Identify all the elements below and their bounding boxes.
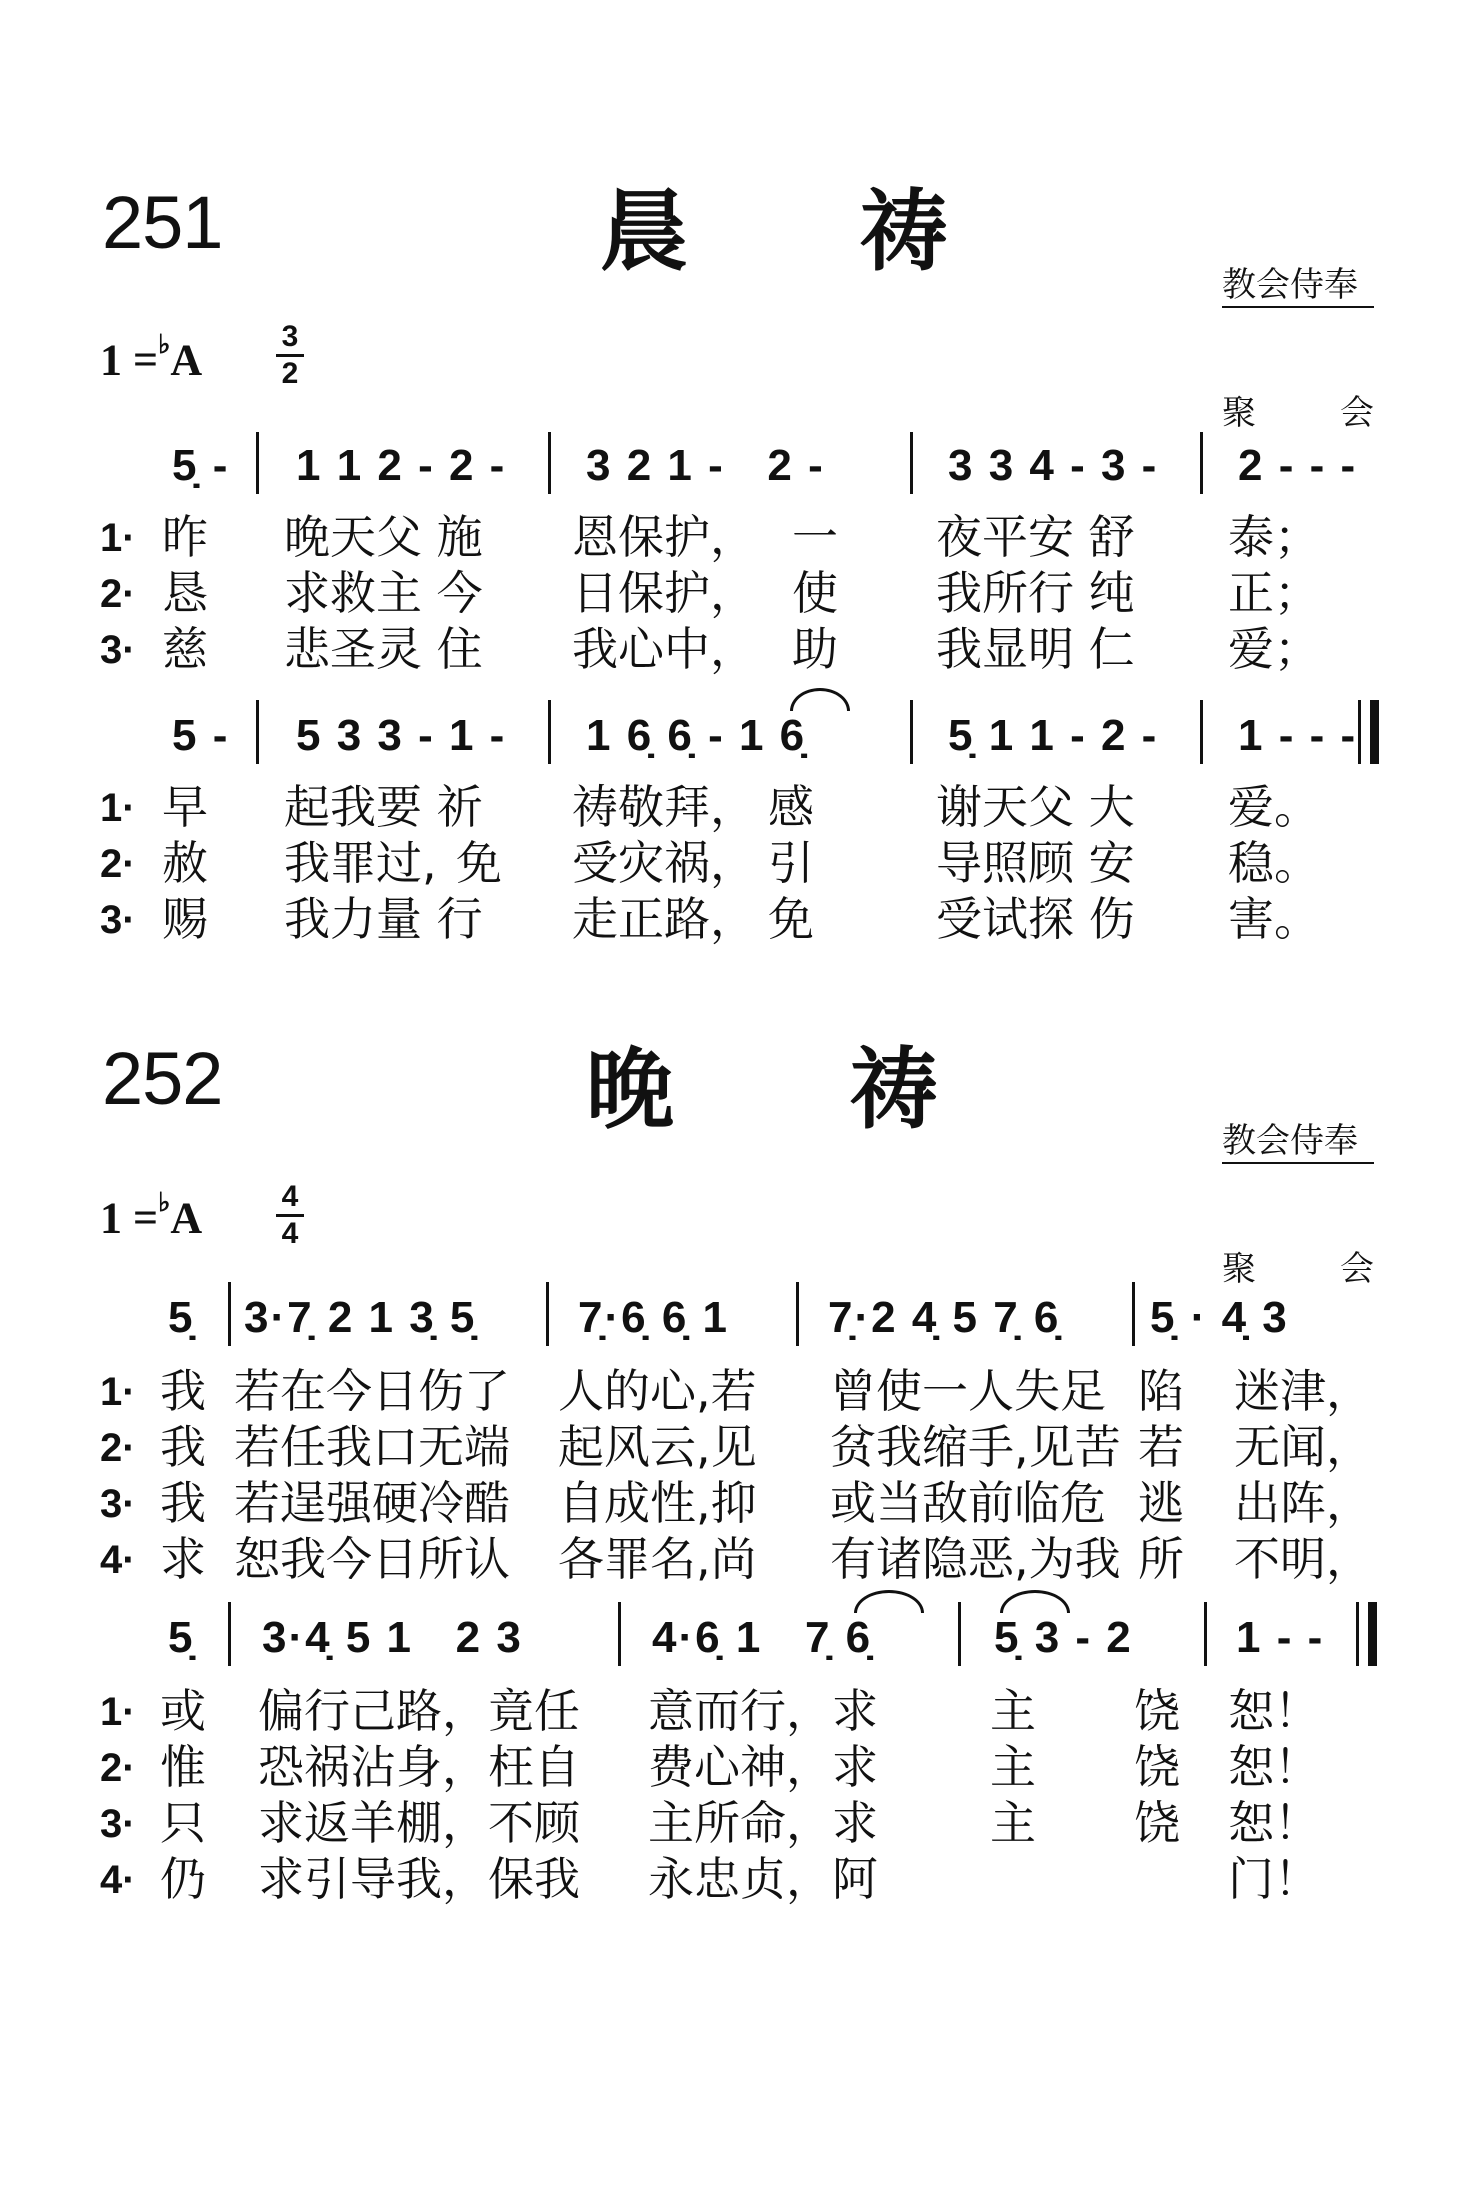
lyric: 饶 (1134, 1684, 1180, 1738)
time-signature: 3 2 (276, 322, 304, 389)
verse-number: 3· (100, 1482, 136, 1526)
lyric: 爱； (1228, 622, 1320, 676)
lyric: 谢天父 大 (936, 780, 1135, 834)
category-main: 教会侍奉 (1222, 1120, 1374, 1164)
lyric: 曾使一人失足 (830, 1364, 1106, 1418)
verse-number: 1· (100, 1370, 136, 1414)
barline (910, 432, 913, 494)
lyric: 使 (792, 566, 838, 620)
category-sub-2: 会 (1340, 1249, 1374, 1289)
pickup-notes: 5 - (172, 711, 230, 760)
final-barline-thin (1356, 1602, 1359, 1666)
lyric: 求 (160, 1532, 206, 1586)
lyric: 永忠贞，阿 (648, 1852, 878, 1906)
lyric: 恐祸沾身，枉自 (258, 1740, 580, 1794)
lyric: 走正路， (572, 892, 756, 946)
lyric: 各罪名,尚 (558, 1532, 757, 1586)
lyric: 感 (768, 780, 814, 834)
lyric: 起风云,见 (558, 1420, 757, 1474)
lyric: 饶 (1134, 1740, 1180, 1794)
barline (1204, 1602, 1207, 1666)
category-sub-1: 聚 (1222, 1249, 1256, 1289)
lyric: 人的心,若 (558, 1364, 757, 1418)
barline (1200, 432, 1203, 494)
lyric: 起我要 祈 (284, 780, 483, 834)
lyric: 逃 (1138, 1476, 1184, 1530)
pickup-notes: 5̣ (168, 1613, 195, 1662)
measure-notes: 7̣·2 4̣ 5 7̣ 6̣ (828, 1293, 1061, 1342)
lyric: 助 (792, 622, 838, 676)
lyric: 恕！ (1228, 1684, 1320, 1738)
verse-number: 1· (100, 786, 136, 830)
measure-notes: 4·6̣ 1 7̣ 6̣ (652, 1613, 873, 1662)
lyric: 晚天父 施 (284, 510, 483, 564)
lyric: 若 (1138, 1420, 1184, 1474)
measure-notes: 1 - - (1236, 1613, 1325, 1662)
measure-notes: 3·7̣ 2 1 3̣ 5̣ (244, 1293, 477, 1342)
lyric: 恳 (162, 566, 208, 620)
slur-mark (854, 1590, 924, 1613)
barline (546, 1282, 549, 1346)
barline (256, 432, 259, 494)
lyric: 祷敬拜， (572, 780, 756, 834)
key-signature: 1 =♭A (100, 330, 203, 385)
lyric: 我 (160, 1420, 206, 1474)
lyric: 我显明 仁 (936, 622, 1135, 676)
lyric: 赦 (162, 836, 208, 890)
lyric: 恕！ (1228, 1740, 1320, 1794)
lyric: 所 (1138, 1532, 1184, 1586)
barline (548, 432, 551, 494)
barline (228, 1602, 231, 1666)
measure-notes: 5̣ · 4̣ 3 (1150, 1293, 1289, 1342)
time-signature: 4 4 (276, 1182, 304, 1249)
lyric: 我心中， (572, 622, 756, 676)
verse-number: 3· (100, 1802, 136, 1846)
lyric: 恩保护， (572, 510, 756, 564)
lyric: 免 (456, 836, 502, 890)
verse-number: 4· (100, 1858, 136, 1902)
verse-number: 4· (100, 1538, 136, 1582)
lyric: 昨 (162, 510, 208, 564)
measure-notes: 2 - - - (1238, 441, 1358, 490)
lyric: 费心神，求 (648, 1740, 878, 1794)
lyric: 害。 (1228, 892, 1320, 946)
measure-notes: 5 3 3 - 1 - (296, 711, 507, 760)
lyric: 主 (990, 1684, 1036, 1738)
lyric: 泰； (1228, 510, 1320, 564)
barline (548, 700, 551, 764)
lyric: 我 (160, 1364, 206, 1418)
lyric: 日保护， (572, 566, 756, 620)
lyric: 只 (160, 1796, 206, 1850)
lyric: 慈 (162, 622, 208, 676)
lyric: 意而行，求 (648, 1684, 878, 1738)
verse-number: 3· (100, 628, 136, 672)
hymn-title-char-2: 祷 (850, 1038, 939, 1141)
key-signature: 1 =♭A (100, 1188, 203, 1243)
lyric: 贫我缩手,见苦 (830, 1420, 1121, 1474)
lyric: 若逞强硬冷酷 (234, 1476, 510, 1530)
verse-number: 2· (100, 842, 136, 886)
lyric: 饶 (1134, 1796, 1180, 1850)
lyric: 自成性,抑 (558, 1476, 757, 1530)
final-barline-thick (1370, 700, 1379, 764)
final-barline-thin (1358, 700, 1361, 764)
barline (796, 1282, 799, 1346)
lyric: 稳。 (1228, 836, 1320, 890)
measure-notes: 3 2 1 - 2 - (586, 441, 825, 490)
pickup-notes: 5̣ (168, 1293, 195, 1342)
lyric: 早 (162, 780, 208, 834)
lyric: 偏行己路，竟任 (258, 1684, 580, 1738)
hymn-title-char-1: 晚 (586, 1038, 675, 1141)
lyric: 或当敌前临危 (830, 1476, 1106, 1530)
lyric: 免 (768, 892, 814, 946)
lyric: 我力量 行 (284, 892, 483, 946)
lyric: 恕我今日所认 (234, 1532, 510, 1586)
final-barline-thick (1368, 1602, 1377, 1666)
category-sub-1: 聚 (1222, 393, 1256, 433)
lyric: 正； (1228, 566, 1320, 620)
lyric: 导照顾 安 (936, 836, 1135, 890)
verse-number: 2· (100, 1746, 136, 1790)
barline (1200, 700, 1203, 764)
lyric: 我罪过, (284, 836, 437, 890)
lyric: 我所行 纯 (936, 566, 1135, 620)
lyric: 主 (990, 1740, 1036, 1794)
hymn-number: 252 (102, 1037, 223, 1120)
measure-notes: 5̣ 3 - 2 (994, 1613, 1133, 1662)
lyric: 恕！ (1228, 1796, 1320, 1850)
lyric: 有诸隐恶,为我 (830, 1532, 1121, 1586)
measure-notes: 5̣ 1 1 - 2 - (948, 711, 1159, 760)
lyric: 仍 (160, 1852, 206, 1906)
measure-notes: 3 3 4 - 3 - (948, 441, 1159, 490)
barline (618, 1602, 621, 1666)
lyric: 迷津， (1234, 1364, 1372, 1418)
verse-number: 3· (100, 898, 136, 942)
lyric: 求救主 今 (284, 566, 483, 620)
verse-number: 1· (100, 516, 136, 560)
measure-notes: 7̣·6̣ 6̣ 1 (578, 1293, 729, 1342)
lyric: 求引导我，保我 (258, 1852, 580, 1906)
lyric: 不明， (1234, 1532, 1372, 1586)
lyric: 受试探 伤 (936, 892, 1135, 946)
category-main: 教会侍奉 (1222, 264, 1374, 308)
lyric: 求返羊棚，不顾 (258, 1796, 580, 1850)
barline (256, 700, 259, 764)
verse-number: 2· (100, 1426, 136, 1470)
lyric: 惟 (160, 1740, 206, 1794)
barline (228, 1282, 231, 1346)
measure-notes: 1 1 2 - 2 - (296, 441, 507, 490)
lyric: 若任我口无端 (234, 1420, 510, 1474)
lyric: 主所命，求 (648, 1796, 878, 1850)
lyric: 悲圣灵 住 (284, 622, 483, 676)
lyric: 若在今日伤了 (234, 1364, 510, 1418)
lyric: 一 (792, 510, 838, 564)
slur-mark (1000, 1590, 1070, 1613)
measure-notes: 3·4̣ 5 1 2 3 (262, 1613, 523, 1662)
lyric: 爱。 (1228, 780, 1320, 834)
verse-number: 1· (100, 1690, 136, 1734)
slur-mark (790, 688, 850, 711)
hymn-number: 251 (102, 181, 223, 264)
lyric: 出阵， (1234, 1476, 1372, 1530)
lyric: 我 (160, 1476, 206, 1530)
lyric: 无闻， (1234, 1420, 1372, 1474)
lyric: 陷 (1138, 1364, 1184, 1418)
barline (1132, 1282, 1135, 1346)
lyric: 赐 (162, 892, 208, 946)
barline (958, 1602, 961, 1666)
verse-number: 2· (100, 572, 136, 616)
lyric: 受灾祸， (572, 836, 756, 890)
barline (910, 700, 913, 764)
lyric: 夜平安 舒 (936, 510, 1135, 564)
hymn-title-char-2: 祷 (860, 180, 949, 283)
pickup-notes: 5̣ - (172, 441, 230, 490)
lyric: 引 (768, 836, 814, 890)
lyric: 主 (990, 1796, 1036, 1850)
category-sub-2: 会 (1340, 393, 1374, 433)
measure-notes: 1 - - - (1238, 711, 1358, 760)
lyric: 门！ (1228, 1852, 1320, 1906)
hymn-title-char-1: 晨 (600, 180, 689, 283)
lyric: 或 (160, 1684, 206, 1738)
measure-notes: 1 6̣ 6̣ - 1 6̣ (586, 711, 807, 760)
